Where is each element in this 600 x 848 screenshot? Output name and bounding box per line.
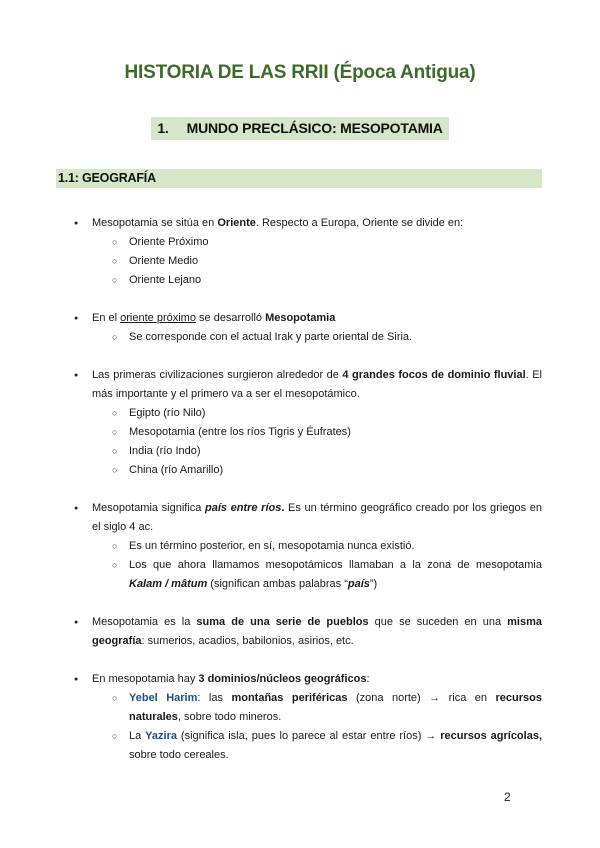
bold-italic-text: país <box>347 578 370 590</box>
text: se desarrolló <box>195 312 266 324</box>
text: La <box>129 730 146 742</box>
highlighted-term: Yebel Harim <box>129 692 198 704</box>
sub-list-item: ○ Se corresponde con el actual Irak y parte oriental de Siria. <box>56 328 542 347</box>
page-number: 2 <box>504 790 511 804</box>
text: que se suceden en una <box>368 616 508 628</box>
bold-text: 3 dominios/núcleos geográficos <box>198 673 367 685</box>
sub-list-item: ○ Egipto (río Nilo) <box>56 404 542 423</box>
section-label: MUNDO PRECLÁSICO: MESOPOTAMIA <box>186 120 443 136</box>
bold-text: Mesopotamia <box>265 312 336 324</box>
text: En el <box>92 312 121 324</box>
bold-text: montañas periféricas <box>231 692 348 704</box>
text: : <box>366 673 370 685</box>
list-item <box>56 366 542 404</box>
bullet-significado <box>56 499 542 594</box>
bold-italic-text: Kalam / mâtum <box>129 578 208 590</box>
text: Los que ahora llamamos mesopotámicos llamaban a la zona de mesopotamia <box>129 559 542 571</box>
bold-text: . <box>281 502 285 514</box>
document-body <box>56 214 542 765</box>
bold-text: recursos naturales <box>129 692 542 723</box>
sub-list-item: ○ Oriente Medio <box>56 252 542 271</box>
underlined-text: oriente próximo <box>120 312 196 324</box>
text: , sobre todo mineros. <box>177 711 282 723</box>
text: (zona norte) → rica en <box>347 692 496 704</box>
bullet-civilizaciones <box>56 366 542 480</box>
text: Es un término geográfico creado por los griegos en el siglo 4 ac. <box>92 502 542 533</box>
sub-list-item: ○ Es un término posterior, en sí, mesopotamia nunca existió. <box>56 537 542 556</box>
bullet-oriente <box>56 214 542 290</box>
text: : las <box>197 692 232 704</box>
list-item <box>56 670 542 689</box>
bold-text: Oriente <box>217 217 256 229</box>
section-heading <box>151 117 448 140</box>
bold-italic-text: país entre ríos <box>205 502 282 514</box>
text: En mesopotamia hay <box>92 673 199 685</box>
text: (significa isla, pues lo parece al estar entre ríos) → <box>176 730 441 742</box>
subsection-heading: 1.1: GEOGRAFÍA <box>56 169 542 188</box>
text: Mesopotamia se sitúa en <box>92 217 218 229</box>
sub-list-item: ○ Oriente Lejano <box>56 271 542 290</box>
sub-list-item <box>56 727 542 765</box>
list-item <box>56 214 542 233</box>
text: . Respecto a Europa, Oriente se divide en: <box>255 217 464 229</box>
section-heading-wrap <box>0 117 600 140</box>
list-item <box>56 613 542 651</box>
bullet-pueblos <box>56 613 542 651</box>
bullet-oriente-proximo <box>56 309 542 347</box>
text: : sumerios, acadios, babilonios, asirios, etc. <box>141 635 354 647</box>
text: . El más importante y el primero va a ser el mesopotámico. <box>92 369 542 400</box>
text: ”) <box>369 578 378 590</box>
sub-list-item <box>56 689 542 727</box>
bold-text: recursos agrícolas, <box>440 730 543 742</box>
section-number: 1. <box>157 120 169 136</box>
bullet-dominios <box>56 670 542 765</box>
bold-text: 4 grandes focos de dominio fluvial <box>342 369 526 381</box>
highlighted-term: Yazira <box>145 730 177 742</box>
bold-text: misma geografía <box>92 616 543 647</box>
sub-list-item: ○ Oriente Próximo <box>56 233 542 252</box>
text: Las primeras civilizaciones surgieron alrededor de <box>92 369 343 381</box>
text: Mesopotamia significa <box>92 502 206 514</box>
text: Mesopotamia es la <box>92 616 197 628</box>
bold-text: suma de una serie de pueblos <box>196 616 369 628</box>
document-title: HISTORIA DE LAS RRII (Época Antigua) <box>124 62 476 83</box>
sub-list-item: ○ Mesopotamia (entre los ríos Tigris y Éufrates) <box>56 423 542 442</box>
sub-list-item: ○ India (río Indo) <box>56 442 542 461</box>
list-item <box>56 499 542 537</box>
sub-list-item: ○ China (río Amarillo) <box>56 461 542 480</box>
text: sobre todo cereales. <box>129 749 229 761</box>
sub-list-item <box>56 556 542 594</box>
text: (significan ambas palabras “ <box>207 578 348 590</box>
list-item <box>56 309 542 328</box>
